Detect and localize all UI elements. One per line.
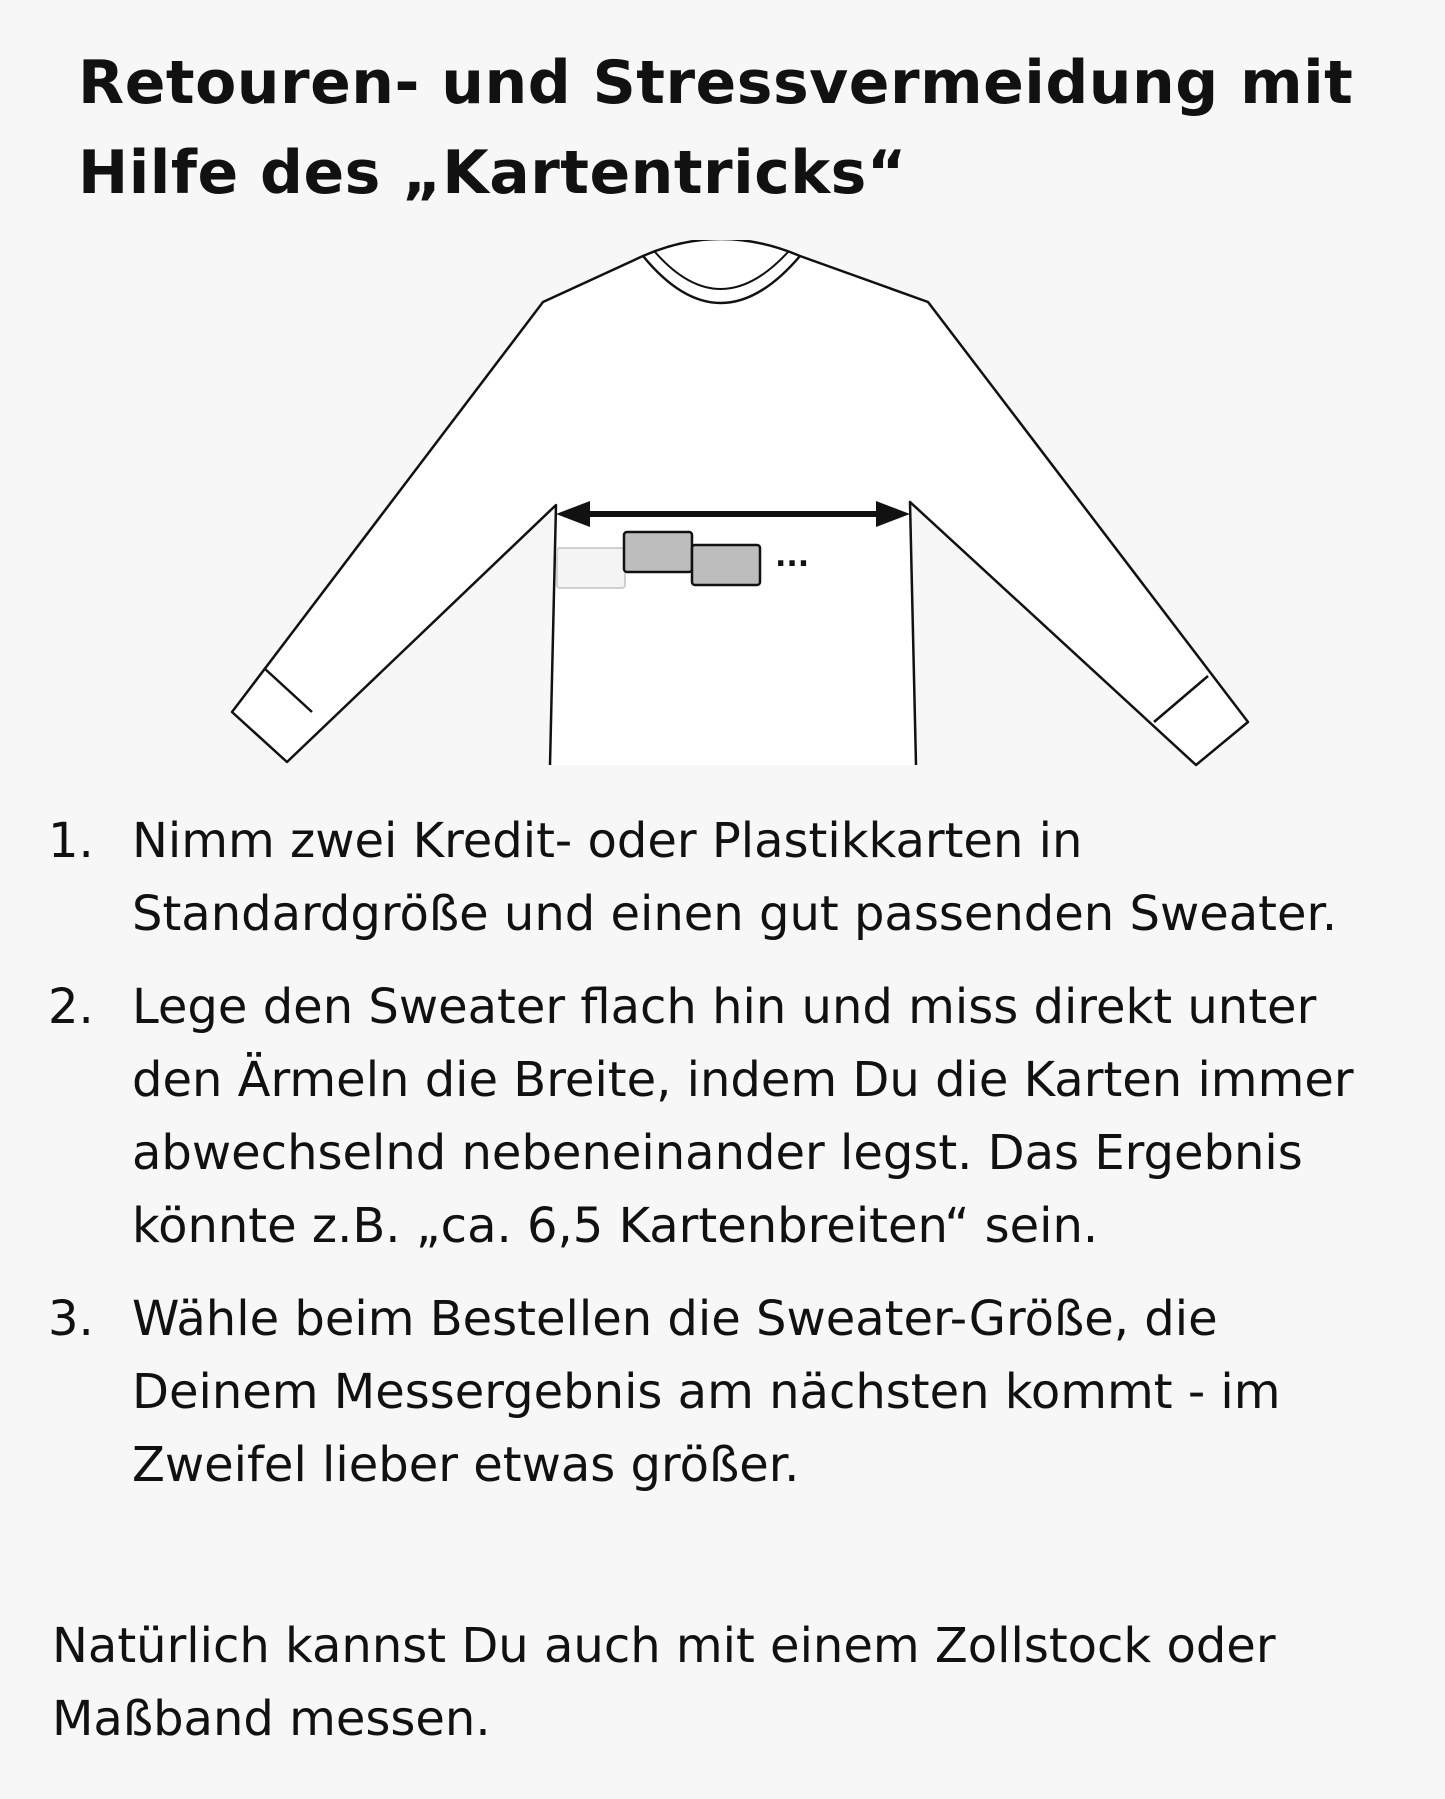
step-text: Wähle beim Bestellen die Sweater-Größe, die Deinem Messergebnis am nächsten kommt - im Zweifel lieber etwas größer.: [132, 1291, 1281, 1493]
title-line-2: Hilfe des „Kartentricks“: [78, 138, 907, 208]
step-number: 1.: [48, 813, 94, 869]
card-faded: [557, 548, 625, 588]
page-title: [78, 38, 1378, 218]
list-item: [48, 971, 1418, 1263]
sweater-drawing: [0, 240, 1445, 780]
sweater-outline: [232, 240, 1248, 765]
step-text: Nimm zwei Kredit- oder Plastikkarten in Standardgröße und einen gut passenden Sweater.: [132, 813, 1338, 942]
list-item: [48, 805, 1418, 951]
title-line-1: Retouren- und Stressvermeidung mit: [78, 48, 1354, 118]
step-number: 3.: [48, 1291, 94, 1347]
list-item: [48, 1283, 1418, 1502]
card-2: [692, 545, 760, 585]
card-1: [624, 532, 692, 572]
sweater-illustration: [0, 240, 1445, 780]
step-number: 2.: [48, 979, 94, 1035]
cards-ellipsis: ...: [775, 539, 810, 574]
step-text: Lege den Sweater flach hin und miss direkt unter den Ärmeln die Breite, indem Du die Karten immer abwechselnd nebeneinander legst. Das Ergebnis könnte z.B. „ca. 6,5 Kartenbreiten“ sein.: [132, 979, 1354, 1254]
footer-note: Natürlich kannst Du auch mit einem Zollstock oder Maßband messen.: [52, 1618, 1276, 1747]
instruction-list: [48, 805, 1418, 1522]
